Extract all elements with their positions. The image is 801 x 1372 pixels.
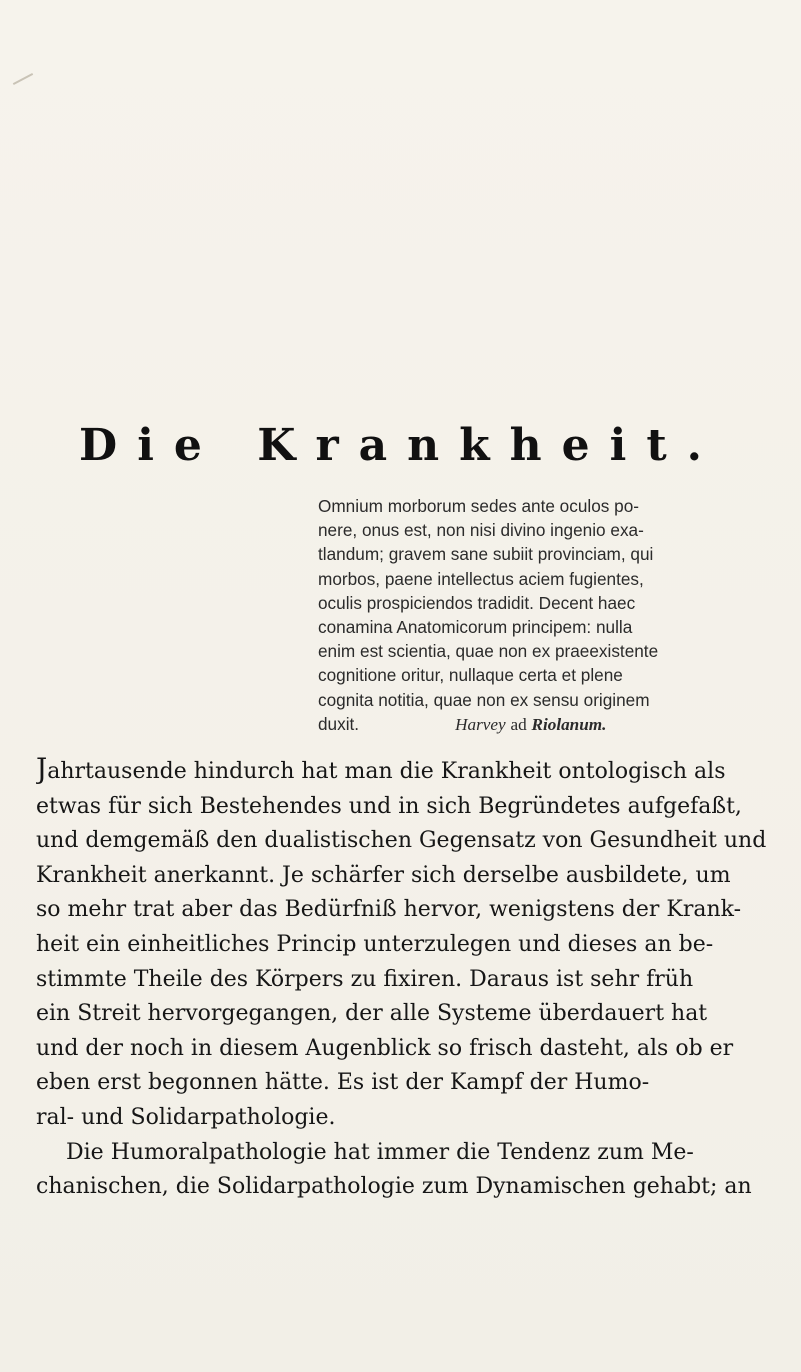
epigraph-line: Omnium morborum sedes ante oculos po- bbox=[318, 496, 639, 516]
body-line: und der noch in diesem Augenblick so frisch dasteht, als ob er bbox=[36, 1035, 734, 1061]
epigraph-attribution-line bbox=[318, 712, 748, 737]
epigraph-line: tlandum; gravem sane subiit provinciam, qui bbox=[318, 544, 654, 565]
attribution-preposition: ad bbox=[510, 714, 527, 734]
epigraph-line: morbos, paene intellectus aciem fugientes, bbox=[318, 568, 644, 589]
epigraph-line: oculis prospiciendos tradidit. Decent haec bbox=[318, 592, 636, 613]
body-line: ein Streit hervorgegangen, der alle Systeme überdauert hat bbox=[36, 1001, 708, 1027]
epigraph-line: conamina Anatomicorum principem: nulla bbox=[318, 617, 633, 638]
body-line: und demgemäß den dualistischen Gegensatz von Gesundheit und bbox=[36, 828, 767, 854]
body-line: heit ein einheitliches Princip unterzulegen und dieses an be- bbox=[36, 931, 714, 957]
chapter-heading: Die Krankheit. bbox=[79, 420, 722, 471]
attribution-author: Harvey bbox=[455, 714, 506, 734]
epigraph-line: nere, onus est, non nisi divino ingenio exa- bbox=[318, 520, 644, 541]
body-line: Die Humoralpathologie hat immer die Tendenz zum Me- bbox=[66, 1139, 694, 1165]
body-line: Krankheit anerkannt. Je schärfer sich derselbe ausbildete, um bbox=[36, 862, 731, 888]
body-line: stimmte Theile des Körpers zu fixiren. Daraus ist sehr früh bbox=[36, 966, 694, 992]
attribution-recipient: Riolanum. bbox=[531, 714, 607, 734]
epigraph bbox=[318, 494, 748, 737]
epigraph-line-last: duxit. bbox=[318, 713, 360, 734]
body-line: Jahrtausende hindurch hat man die Krankheit ontologisch als bbox=[36, 752, 726, 785]
body-line: eben erst begonnen hätte. Es ist der Kampf der Humo- bbox=[36, 1070, 650, 1096]
epigraph-line: enim est scientia, quae non ex praeexistente bbox=[318, 641, 659, 662]
page-blemish bbox=[13, 73, 33, 85]
body-line: ral- und Solidarpathologie. bbox=[36, 1104, 336, 1130]
body-line: so mehr trat aber das Bedürfniß hervor, wenigstens der Krank- bbox=[36, 897, 742, 923]
epigraph-line: cognita notitia, quae non ex sensu originem bbox=[318, 689, 650, 710]
body-paragraphs bbox=[36, 752, 780, 1205]
epigraph-line: cognitione oritur, nullaque certa et plene bbox=[318, 665, 623, 686]
body-line: etwas für sich Bestehendes und in sich Begründetes aufgefaßt, bbox=[36, 793, 742, 819]
body-line: chanischen, die Solidarpathologie zum Dynamischen gehabt; an bbox=[36, 1174, 752, 1200]
